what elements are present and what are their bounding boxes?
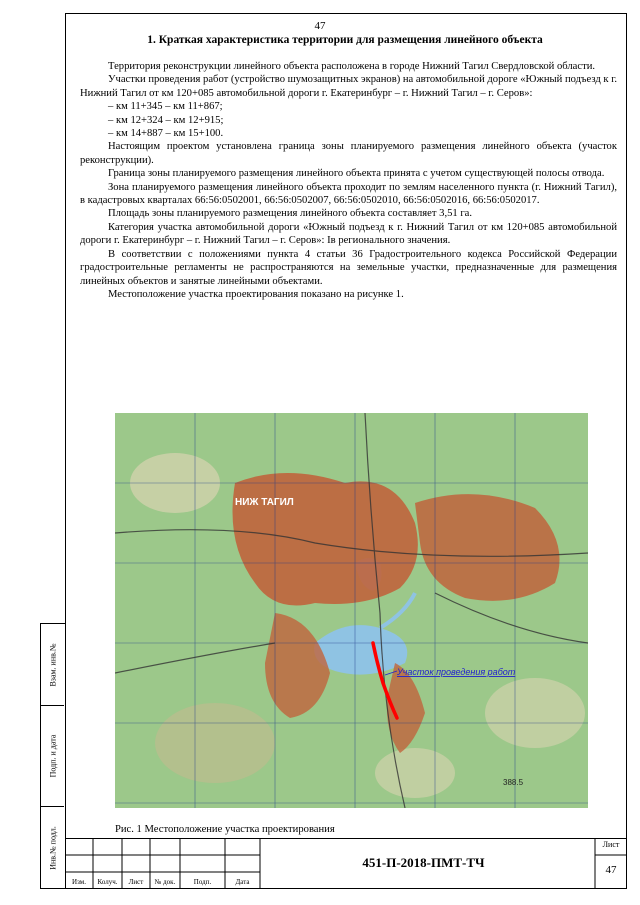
list-item: – км 12+324 – км 12+915;: [108, 114, 224, 126]
col-date: Дата: [235, 878, 250, 886]
paragraph: Местоположение участка проектирования показано на рисунке 1.: [108, 288, 404, 300]
paragraph: Граница зоны планируемого размещения линейного объекта принята с учетом существующей полосы отвода.: [108, 168, 605, 180]
paragraph: Зона планируемого размещения линейного объекта проходит по землям населенного пункта (г. Нижний Тагил), в кадастровых кварталах 66:56:0502001, 66:56:0502007, 66:56:0502010, 66:56:0502016, 66:56:0502017.: [80, 181, 617, 207]
title-block: [65, 838, 627, 889]
list-item: – км 11+345 – км 11+867;: [108, 101, 223, 113]
sheet-label: Лист: [602, 840, 620, 849]
elevation-label: 388.5: [503, 778, 524, 787]
location-map: [115, 413, 588, 808]
body-text: [80, 60, 617, 301]
figure-caption: Рис. 1 Местоположение участка проектирования: [115, 824, 335, 835]
col-change: Изм.: [72, 878, 86, 886]
page-number: 47: [314, 20, 326, 32]
side-label-replace: Взам. инв.№: [48, 642, 57, 687]
section-heading: 1. Краткая характеристика территории для размещения линейного объекта: [147, 34, 543, 46]
side-stamp: [40, 623, 65, 889]
side-cell-inv: [41, 807, 64, 889]
work-site-label: Участок проведения работ: [397, 667, 516, 677]
paragraph: Участки проведения работ (устройство шумозащитных экранов) на автомобильной дороге «Южный подъезд к г. Нижний Тагил от км 120+085 автомобильной дороги г. Екатеринбург – г. Нижний Тагил – г. Серов»:: [80, 74, 617, 99]
side-label-inv: Инв.№ подл.: [48, 826, 57, 870]
col-sheet: Лист: [128, 878, 144, 886]
paragraph: Площадь зоны планируемого размещения линейного объекта составляет 3,51 га.: [108, 208, 473, 220]
sheet-number: 47: [605, 864, 617, 876]
col-count: Колуч.: [97, 878, 118, 886]
side-cell-sign: [41, 706, 64, 807]
document-code: 451-П-2018-ПМТ-ТЧ: [362, 855, 485, 870]
col-sign: Подп.: [193, 878, 212, 886]
city-label: НИЖ ТАГИЛ: [235, 497, 294, 508]
side-cell-replace: [41, 624, 64, 706]
list-item: – км 14+887 – км 15+100.: [108, 128, 224, 140]
col-doc: № док.: [154, 878, 176, 886]
paragraph: В соответствии с положениями пункта 4 статьи 36 Градостроительного кодекса Российской Федерации градостроительные регламенты не распространяются на земельные участки, предназначенные для размещения линейных объектов и занятые линейными объектами.: [80, 248, 617, 287]
paragraph: Категория участка автомобильной дороги «Южный подъезд к г. Нижний Тагил от км 120+085 автомобильной дороги г. Екатеринбург – г. Нижний Тагил – г. Серов»: Iв регионального значения.: [80, 221, 617, 247]
side-label-sign: Подп. и дата: [48, 734, 57, 778]
paragraph: Территория реконструкции линейного объекта расположена в городе Нижний Тагил Свердловской области.: [108, 61, 596, 72]
paragraph: Настоящим проектом установлена граница зоны планируемого размещения линейного объекта (участок реконструкции).: [80, 141, 617, 166]
